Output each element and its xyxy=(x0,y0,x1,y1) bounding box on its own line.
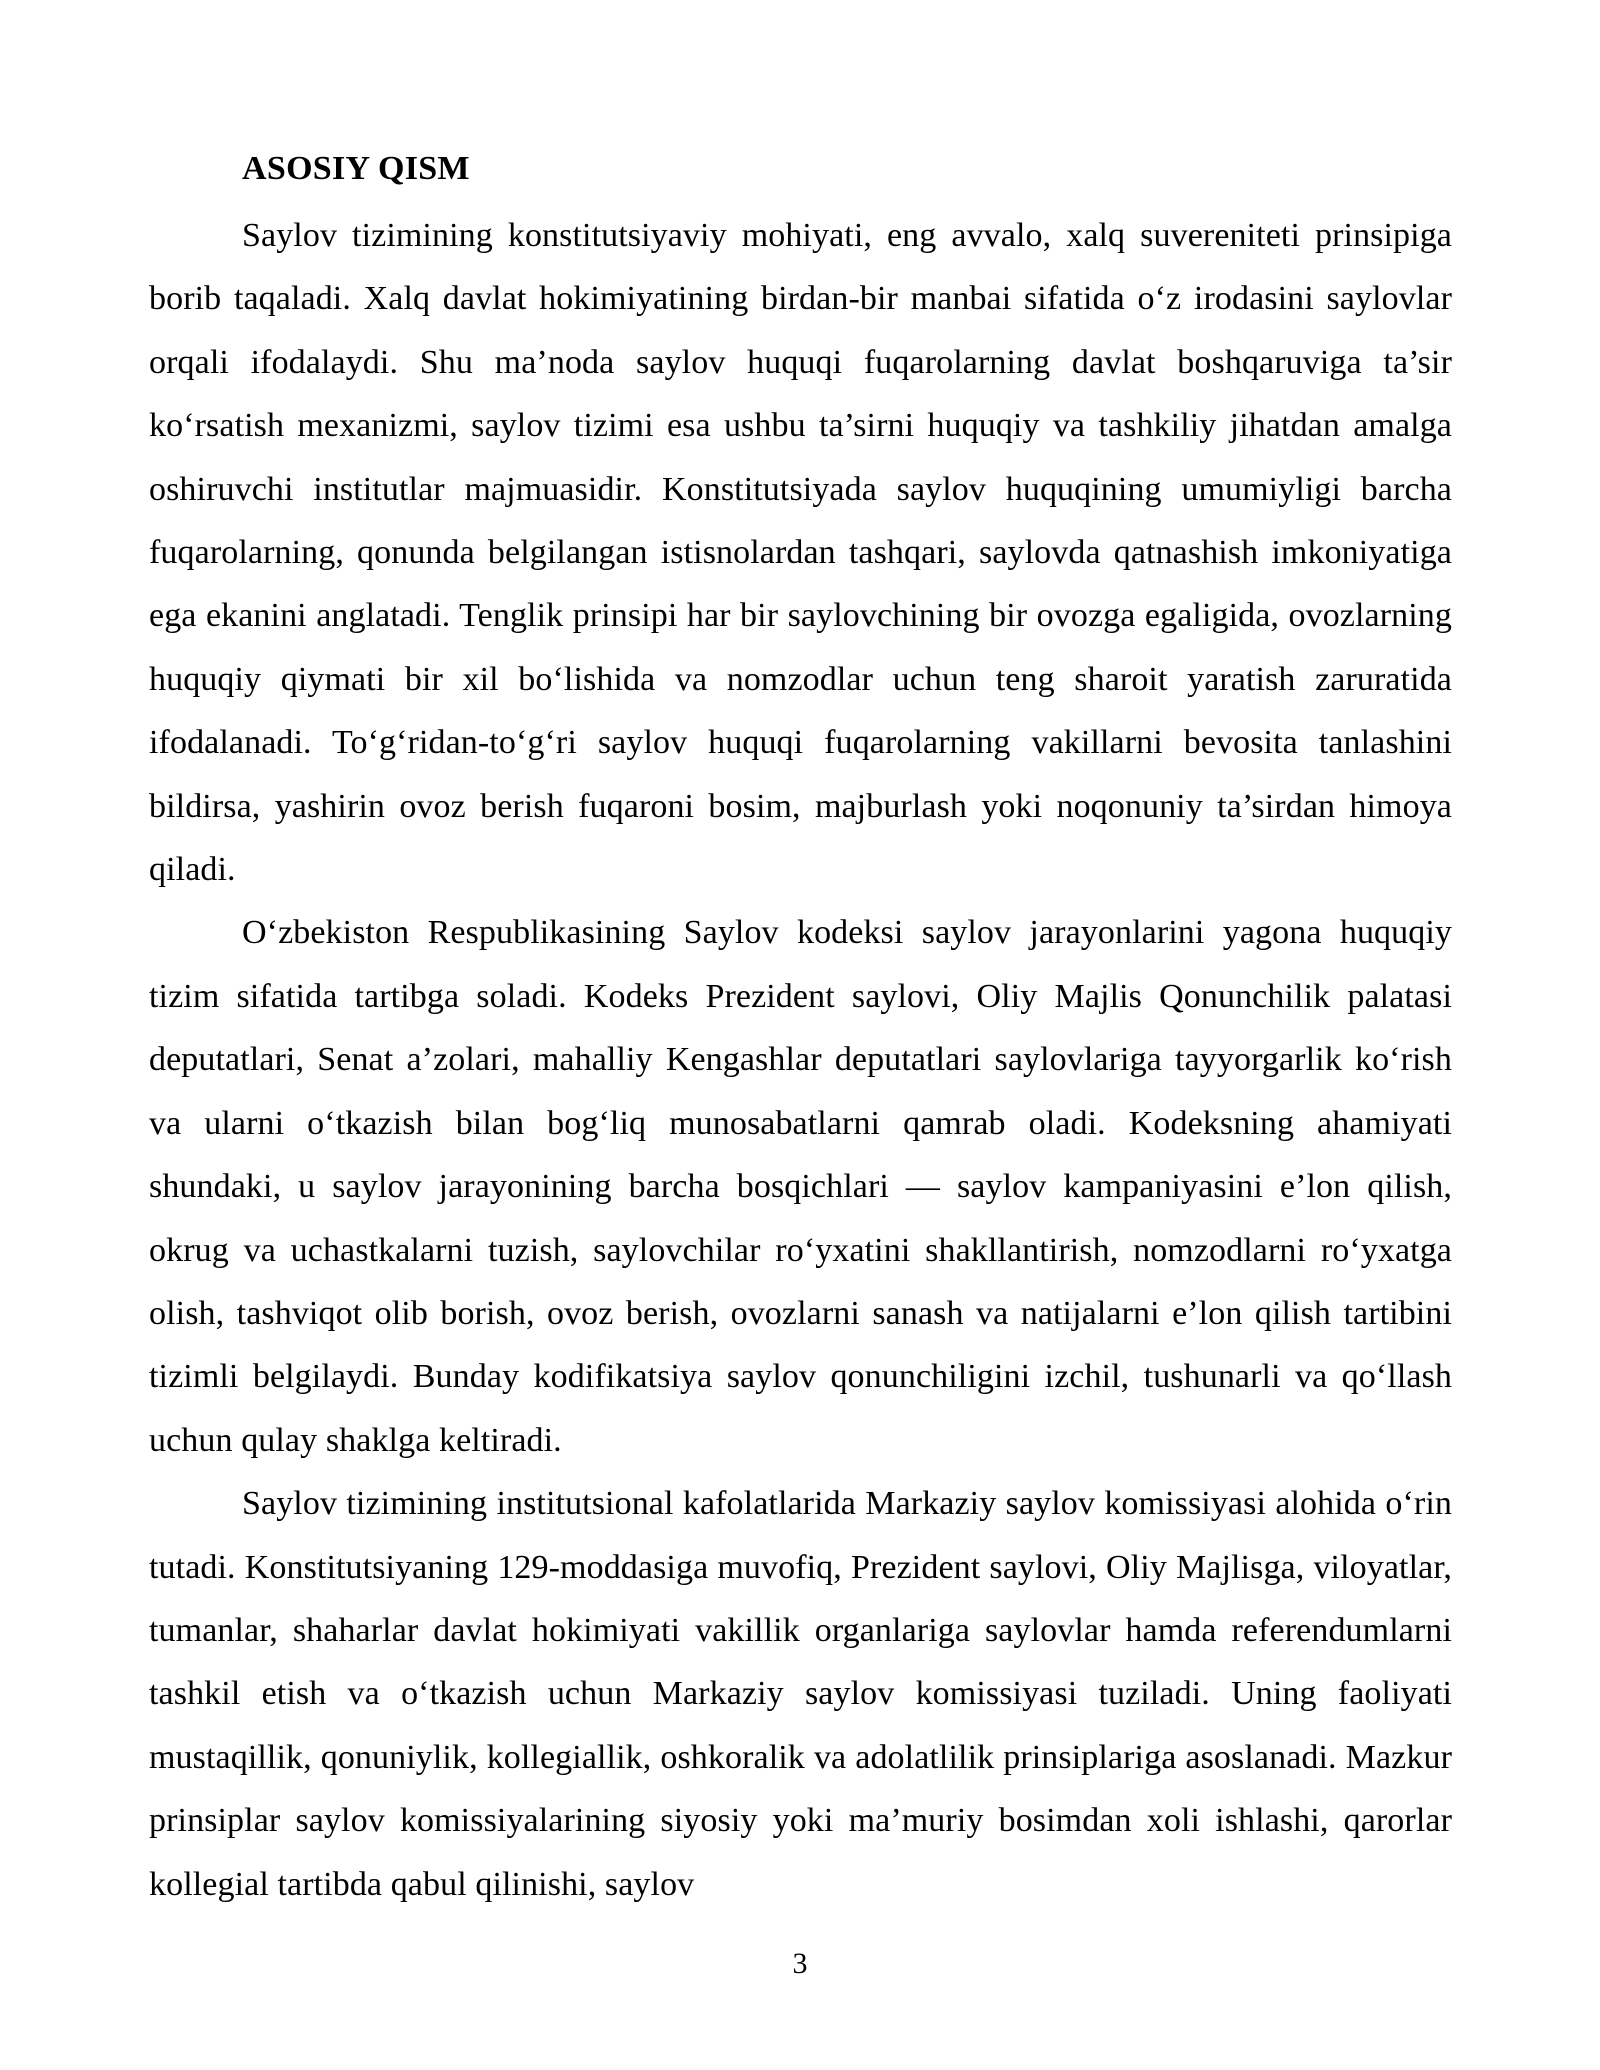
paragraph-2: O‘zbekiston Respublikasining Saylov kodeksi saylov jarayonlarini yagona huquqiy tizim sifatida tartibga soladi. Kodeks Prezident saylovi, Oliy Majlis Qonunchilik palatasi deputatlari, Senat a’zolari, mahalliy Kengashlar deputatlari saylovlariga tayyorgarlik ko‘rish va ularni o‘tkazish bilan bog‘liq munosabatlarni qamrab oladi. Kodeksning ahamiyati shundaki, u saylov jarayonining barcha bosqichlari — saylov kampaniyasini e’lon qilish, okrug va uchastkalarni tuzish, saylovchilar ro‘yxatini shakllantirish, nomzodlarni ro‘yxatga olish, tashviqot olib borish, ovoz berish, ovozlarni sanash va natijalarni e’lon qilish tartibini tizimli belgilaydi. Bunday kodifikatsiya saylov qonunchiligini izchil, tushunarli va qo‘llash uchun qulay shaklga keltiradi. xyxy=(149,914,1452,1459)
page-number: 3 xyxy=(792,1947,808,1980)
section-heading: ASOSIY QISM xyxy=(242,150,470,187)
document-body xyxy=(149,141,1452,1916)
paragraph-3: Saylov tizimining institutsional kafolatlarida Markaziy saylov komissiyasi alohida o‘rin tutadi. Konstitutsiyaning 129-moddasiga muvofiq, Prezident saylovi, Oliy Majlisga, viloyatlar, tumanlar, shaharlar davlat hokimiyati vakillik organlariga saylovlar hamda referendumlarni tashkil etish va o‘tkazish uchun Markaziy saylov komissiyasi tuziladi. Uning faoliyati mustaqillik, qonuniylik, kollegiallik, oshkoralik va adolatlilik prinsiplariga asoslanadi. Mazkur prinsiplar saylov komissiyalarining siyosiy yoki ma’muriy bosimdan xoli ishlashi, qarorlar kollegial tartibda qabul qilinishi, saylov xyxy=(149,1485,1452,1903)
paragraph-1: Saylov tizimining konstitutsiyaviy mohiyati, eng avvalo, xalq suvereniteti prinsipiga borib taqaladi. Xalq davlat hokimiyatining birdan-bir manbai sifatida o‘z irodasini saylovlar orqali ifodalaydi. Shu ma’noda saylov huquqi fuqarolarning davlat boshqaruviga ta’sir ko‘rsatish mexanizmi, saylov tizimi esa ushbu ta’sirni huquqiy va tashkiliy jihatdan amalga oshiruvchi institutlar majmuasidir. Konstitutsiyada saylov huquqining umumiyligi barcha fuqarolarning, qonunda belgilangan istisnolardan tashqari, saylovda qatnashish imkoniyatiga ega ekanini anglatadi. Tenglik prinsipi har bir saylovchining bir ovozga egaligida, ovozlarning huquqiy qiymati bir xil bo‘lishida va nomzodlar uchun teng sharoit yaratish zaruratida ifodalanadi. To‘g‘ridan-to‘g‘ri saylov huquqi fuqarolarning vakillarni bevosita tanlashini bildirsa, yashirin ovoz berish fuqaroni bosim, majburlash yoki noqonuniy ta’sirdan himoya qiladi. xyxy=(149,217,1452,889)
